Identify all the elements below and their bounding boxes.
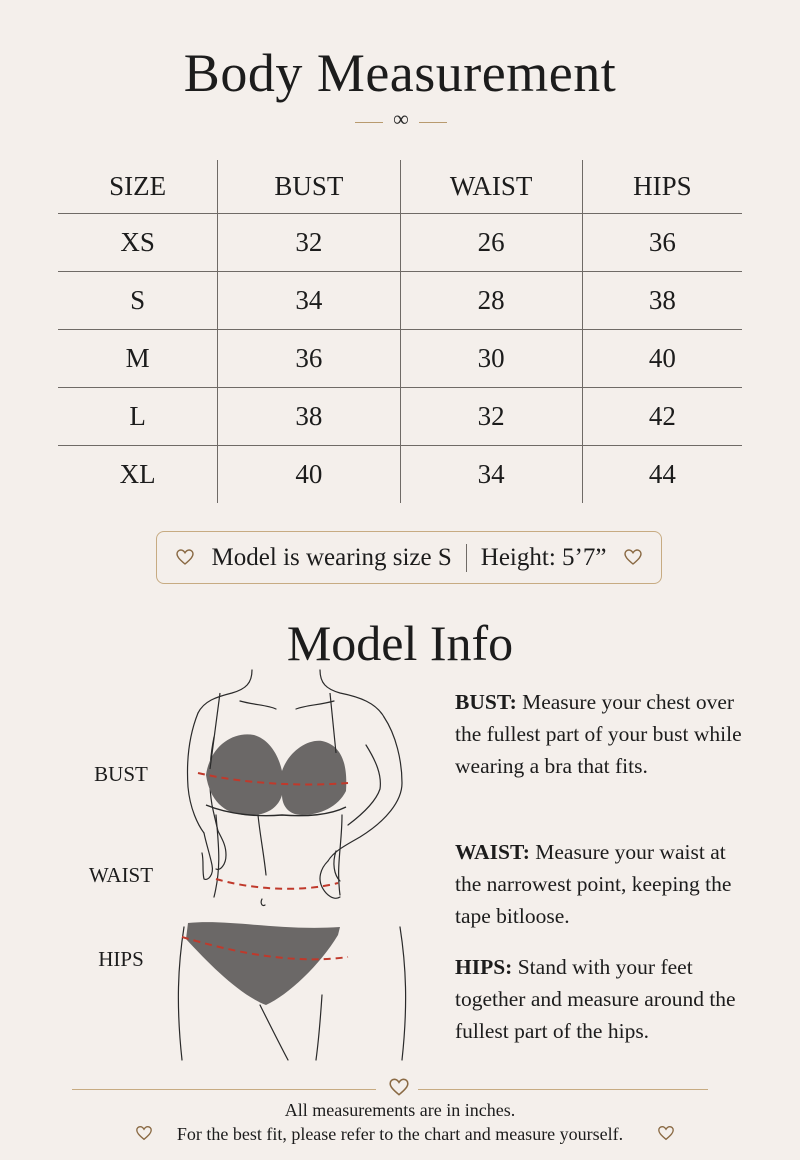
bust-cell: 40: [218, 446, 400, 503]
model-size-badge: [156, 531, 662, 584]
size-cell: XL: [58, 446, 218, 503]
footer-note-units: All measurements are in inches.: [284, 1100, 516, 1120]
bra-shape: [206, 734, 346, 815]
bust-cell: 36: [218, 330, 400, 387]
title-ornament: [355, 106, 447, 132]
ornament-line-left: [355, 122, 383, 123]
table-row: [58, 272, 742, 330]
waist-cell: 32: [401, 388, 583, 445]
hips-cell: 42: [648, 401, 676, 431]
hips-instructions: [455, 951, 755, 1047]
hips-cell: 40: [648, 343, 676, 373]
figure-label-hips: HIPS: [98, 947, 144, 971]
section-title: Model Info: [286, 615, 514, 671]
hips-cell: 44: [648, 459, 676, 489]
column-header-waist: WAIST: [401, 160, 583, 213]
ornament-line-right: [419, 122, 447, 123]
briefs-shape: [186, 922, 340, 1005]
footer-note-fit: For the best fit, please refer to the chart and measure yourself.: [176, 1124, 624, 1144]
hips-cell: 36: [648, 227, 676, 257]
page-title: Body Measurement: [183, 43, 617, 103]
size-cell: L: [58, 388, 218, 445]
body-figure-illustration: [170, 665, 432, 1065]
waist-instructions: [455, 836, 755, 932]
bust-cell: 32: [218, 214, 400, 271]
column-header-size: SIZE: [58, 160, 218, 213]
table-header-row: [58, 160, 742, 214]
heart-icon: [657, 1124, 675, 1147]
bust-cell: 38: [218, 388, 400, 445]
table-row: [58, 388, 742, 446]
bust-instructions-text: Measure your chest over the fullest part of your bust while wearing a bra that fits.: [455, 690, 742, 778]
table-row: [58, 446, 742, 503]
size-cell: XS: [58, 214, 218, 271]
heart-icon: [135, 1124, 153, 1147]
column-header-hips: HIPS: [633, 171, 692, 201]
heart-icon: [623, 546, 643, 574]
waist-cell: 30: [401, 330, 583, 387]
badge-divider: [466, 544, 467, 572]
waist-cell: 34: [401, 446, 583, 503]
heart-icon: [175, 546, 195, 574]
heart-icon: [388, 1076, 410, 1103]
hips-cell: 38: [648, 285, 676, 315]
model-size-text: Model is wearing size S: [211, 543, 452, 571]
size-cell: S: [58, 272, 218, 329]
table-row: [58, 214, 742, 272]
bust-instructions-label: BUST:: [455, 690, 517, 714]
bust-cell: 34: [218, 272, 400, 329]
figure-label-bust: BUST: [94, 762, 148, 786]
waist-cell: 26: [401, 214, 583, 271]
waist-cell: 28: [401, 272, 583, 329]
infinity-icon: ∞: [393, 106, 409, 131]
bust-instructions: [455, 686, 755, 782]
footer-line-left: [72, 1089, 376, 1090]
figure-label-waist: WAIST: [88, 863, 154, 887]
size-table: [58, 160, 742, 503]
size-cell: M: [58, 330, 218, 387]
footer-line-right: [418, 1089, 708, 1090]
hips-instructions-label: HIPS:: [455, 955, 513, 979]
waist-instructions-text: Measure your waist at the narrowest point, keeping the tape bitloose.: [455, 840, 732, 928]
hips-instructions-text: Stand with your feet together and measure around the fullest part of the hips.: [455, 955, 736, 1043]
model-height-text: Height: 5’7”: [480, 543, 607, 571]
column-header-bust: BUST: [218, 160, 400, 213]
waist-instructions-label: WAIST:: [455, 840, 530, 864]
table-row: [58, 330, 742, 388]
